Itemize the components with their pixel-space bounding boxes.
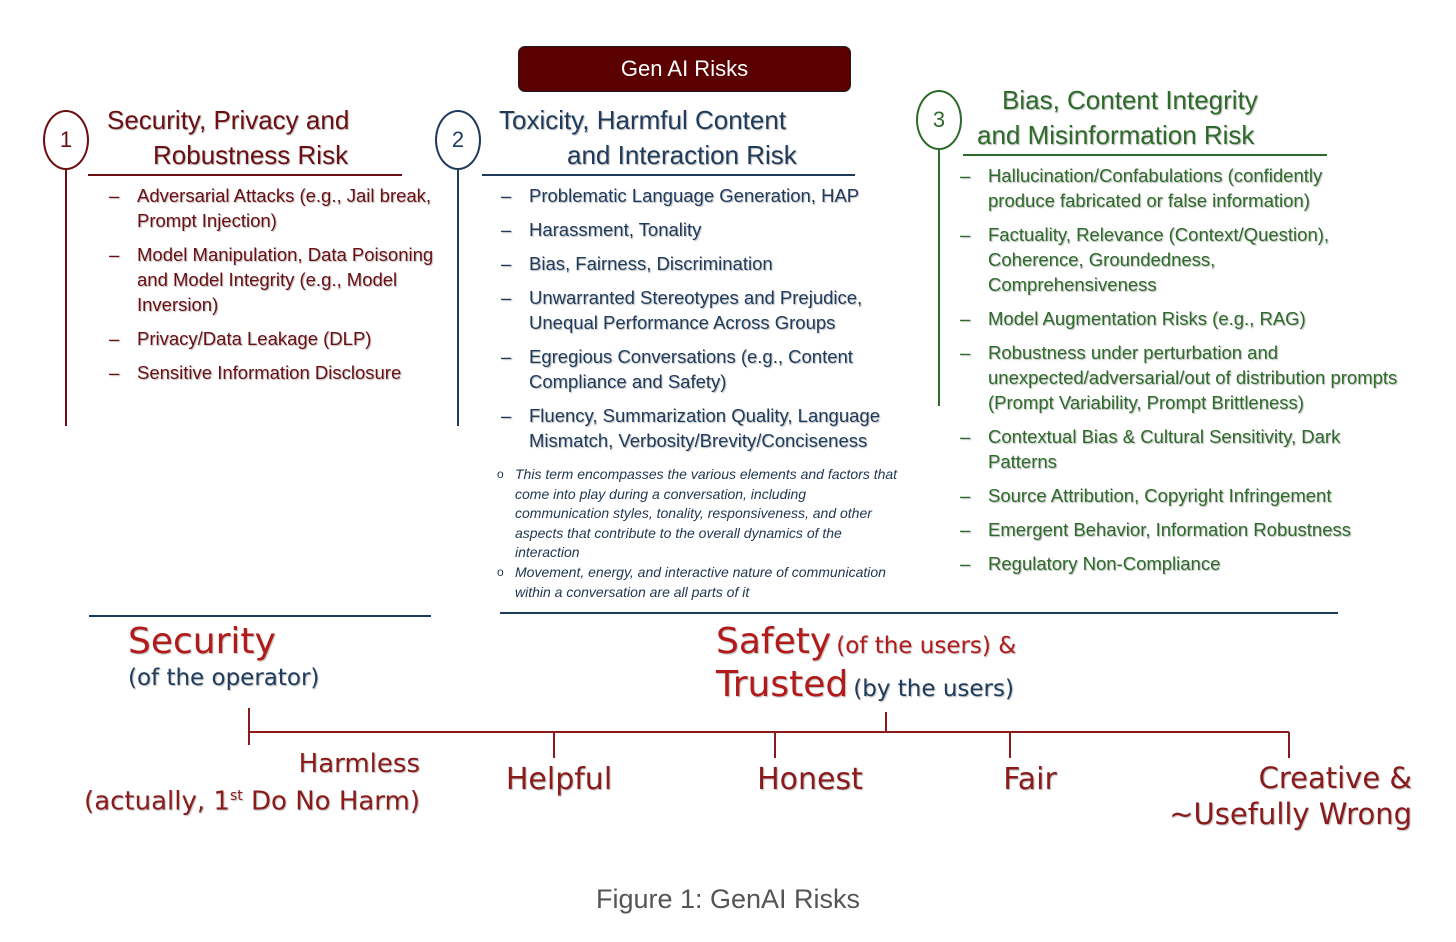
list-item: – Privacy/Data Leakage (DLP) [109, 326, 439, 351]
diagram-title: Gen AI Risks [620, 56, 749, 81]
safety-sub: (of the users) & [836, 633, 1017, 659]
column-1-heading-line1: Security, Privacy and [107, 105, 350, 135]
fair-label [955, 762, 1105, 797]
column-3-number: 3 [932, 107, 946, 132]
helpful-text: Helpful [505, 762, 613, 797]
honest-text: Honest [757, 762, 863, 797]
security-word: Security [128, 621, 276, 662]
column-3-heading-line1: Bias, Content Integrity [1002, 85, 1258, 115]
list-item: – Regulatory Non-Compliance [960, 551, 1430, 576]
creative-line1: Creative & [1258, 761, 1412, 795]
list-item: – Contextual Bias & Cultural Sensitivity, Dark Patterns [960, 424, 1398, 474]
note-item: o This term encompasses the various elements and factors that come into play during a conversation, including communication styles, tonality, responsiveness, and other aspects that contribute to the overall dynamics of the interaction [497, 465, 902, 563]
list-item: – Unwarranted Stereotypes and Prejudice, Unequal Performance Across Groups [501, 285, 916, 335]
honest-label [735, 762, 885, 797]
harmless-line2-start: (actually, 1 [84, 786, 230, 817]
safety-word: Safety [716, 621, 832, 662]
list-item: – Model Augmentation Risks (e.g., RAG) [960, 306, 1430, 331]
list-item: – Bias, Fairness, Discrimination [501, 251, 916, 276]
trusted-word: Trusted [716, 664, 849, 705]
list-item: – Source Attribution, Copyright Infringement [960, 483, 1430, 508]
list-item: – Harassment, Tonality [501, 217, 916, 242]
harmless-line2-end: Do No Harm) [242, 786, 420, 817]
list-item: – Problematic Language Generation, HAP [501, 183, 916, 208]
helpful-label [484, 762, 634, 797]
list-item: – Robustness under perturbation and unexpected/adversarial/out of distribution prompts (Prompt Variability, Prompt Brittleness) [960, 340, 1430, 415]
list-item: – Sensitive Information Disclosure [109, 360, 439, 385]
harmless-superscript: st [229, 788, 243, 804]
harmless-line2 [60, 780, 420, 818]
security-sub-text: (of the operator) [128, 665, 320, 691]
list-item: – Hallucination/Confabulations (confidently produce fabricated or false information) [960, 163, 1383, 213]
note-item: o Movement, energy, and interactive nature of communication within a conversation are all parts of it [497, 563, 902, 602]
list-item: – Fluency, Summarization Quality, Language Mismatch, Verbosity/Brevity/Conciseness [501, 403, 916, 453]
harmless-label [60, 748, 420, 818]
list-item: – Adversarial Attacks (e.g., Jail break, Prompt Injection) [109, 183, 439, 233]
list-item: – Egregious Conversations (e.g., Content Compliance and Safety) [501, 344, 916, 394]
fair-text: Fair [1003, 762, 1057, 797]
list-item: – Emergent Behavior, Information Robustness [960, 517, 1430, 542]
column-2-number: 2 [451, 127, 465, 152]
figure-caption: Figure 1: GenAI Risks [595, 884, 861, 914]
harmless-line1: Harmless [298, 749, 420, 779]
column-2-heading-line1: Toxicity, Harmful Content [499, 105, 787, 135]
column-1-heading-line2: Robustness Risk [153, 140, 349, 170]
column-3-heading-line2: and Misinformation Risk [977, 120, 1255, 150]
list-item: – Model Manipulation, Data Poisoning and Model Integrity (e.g., Model Inversion) [109, 242, 439, 317]
creative-line2: ~Usefully Wrong [1169, 797, 1412, 831]
trusted-sub: (by the users) [853, 676, 1014, 702]
creative-label [1130, 760, 1412, 832]
column-1-number: 1 [59, 127, 73, 152]
list-item: – Factuality, Relevance (Context/Question), Coherence, Groundedness, Comprehensiveness [960, 222, 1383, 297]
column-2-heading-line2: and Interaction Risk [567, 140, 797, 170]
